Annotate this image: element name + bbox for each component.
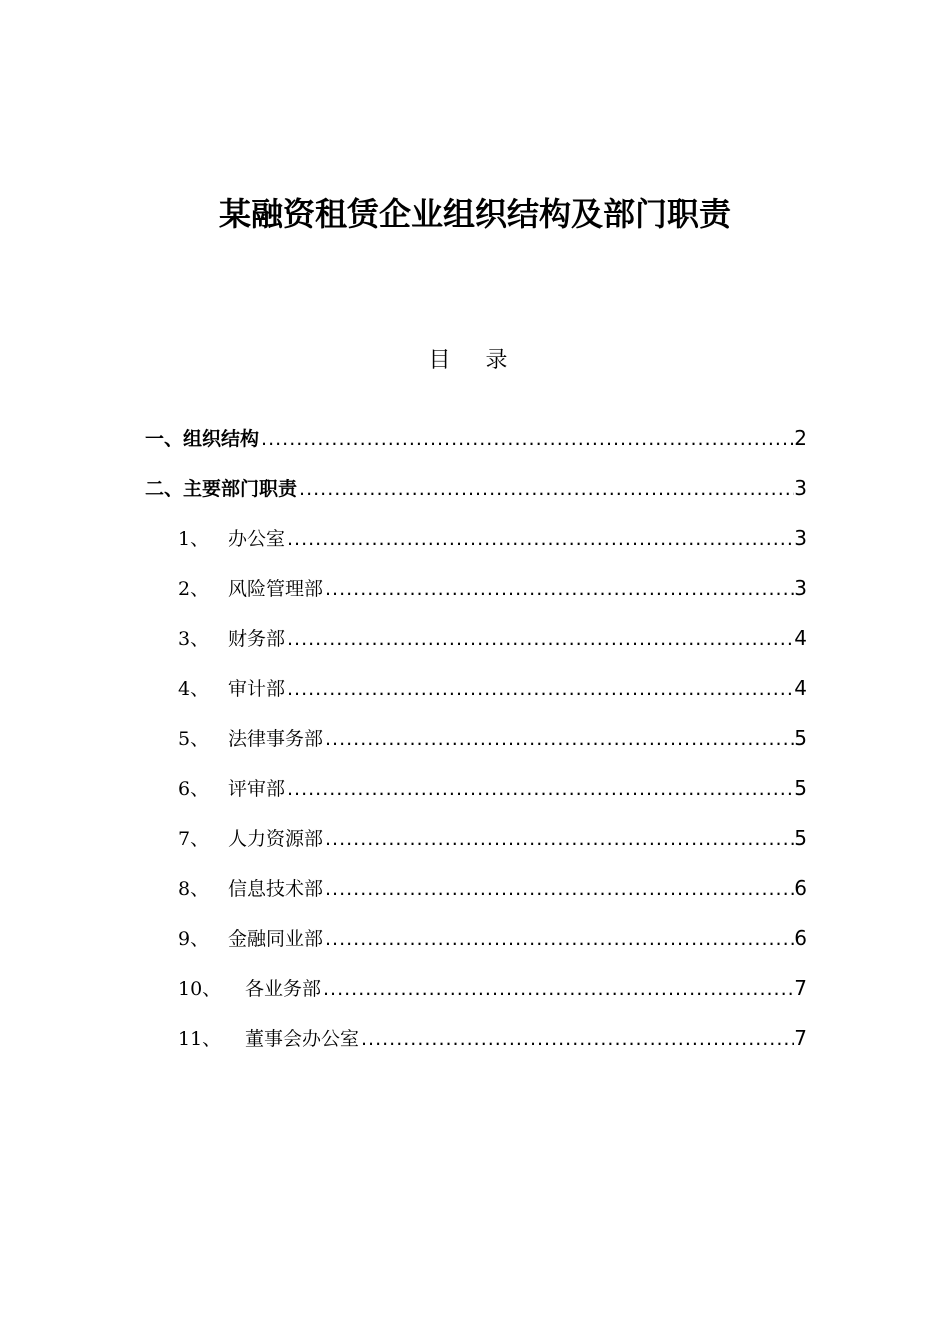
toc-subentry-board-office[interactable]	[145, 1020, 807, 1070]
toc-entry-number: 3、	[178, 628, 210, 650]
toc-entry-number: 11、	[178, 1028, 222, 1050]
toc-entry-number: 二、	[145, 478, 184, 500]
toc-dot-leader	[321, 971, 794, 1007]
toc-entry-number: 10、	[178, 978, 222, 1000]
toc-entry-title: 风险管理部	[228, 578, 324, 600]
toc-page-number: 6	[794, 876, 807, 900]
toc-page-number: 4	[794, 626, 807, 650]
toc-page-number: 6	[794, 926, 807, 950]
toc-entry-number: 8、	[178, 878, 210, 900]
toc-entry-number: 6、	[178, 778, 210, 800]
toc-entry-title: 组织结构	[183, 428, 260, 450]
toc-entry-title: 金融同业部	[228, 928, 324, 950]
toc-entry-title: 财务部	[228, 628, 286, 650]
toc-entry-organization[interactable]	[145, 420, 807, 470]
toc-entry-number: 1、	[178, 528, 210, 550]
toc-subentry-human-resources[interactable]	[145, 820, 807, 870]
toc-subentry-review[interactable]	[145, 770, 807, 820]
toc-page-number: 7	[794, 1026, 807, 1050]
toc-dot-leader	[285, 521, 794, 557]
toc-page-number: 5	[794, 726, 807, 750]
toc-subentry-risk-management[interactable]	[145, 570, 807, 620]
toc-subentry-audit[interactable]	[145, 670, 807, 720]
toc-entry-number: 4、	[178, 678, 210, 700]
toc-entry-title: 信息技术部	[228, 878, 324, 900]
toc-subentry-information-technology[interactable]	[145, 870, 807, 920]
toc-subentry-interbank-finance[interactable]	[145, 920, 807, 970]
toc-page-number: 7	[794, 976, 807, 1000]
toc-dot-leader	[323, 571, 794, 607]
toc-page-number: 5	[794, 776, 807, 800]
toc-dot-leader	[323, 821, 794, 857]
toc-entry-title: 人力资源部	[228, 828, 324, 850]
toc-entry-title: 评审部	[228, 778, 286, 800]
toc-page-number: 5	[794, 826, 807, 850]
toc-dot-leader	[259, 421, 794, 457]
toc-entry-title: 董事会办公室	[245, 1028, 360, 1050]
toc-entry-title: 审计部	[228, 678, 286, 700]
toc-subentry-business-departments[interactable]	[145, 970, 807, 1020]
toc-subentry-office[interactable]	[145, 520, 807, 570]
toc-dot-leader	[359, 1021, 794, 1057]
toc-entry-title: 各业务部	[245, 978, 322, 1000]
toc-heading	[0, 345, 950, 377]
toc-page-number: 2	[794, 426, 807, 450]
document-title: 某融资租赁企业组织结构及部门职责	[218, 195, 731, 233]
toc-subentry-legal-affairs[interactable]	[145, 720, 807, 770]
toc-dot-leader	[297, 471, 794, 507]
toc-entry-number: 5、	[178, 728, 210, 750]
toc-entry-number: 一、	[145, 428, 184, 450]
toc-entry-title: 主要部门职责	[183, 478, 298, 500]
toc-entry-number: 2、	[178, 578, 210, 600]
toc-entry-number: 9、	[178, 928, 210, 950]
toc-entry-department-duties[interactable]	[145, 470, 807, 520]
toc-entry-number: 7、	[178, 828, 210, 850]
toc-page-number: 3	[794, 576, 807, 600]
toc-dot-leader	[323, 871, 794, 907]
toc-entry-title: 法律事务部	[228, 728, 324, 750]
toc-subentry-finance[interactable]	[145, 620, 807, 670]
table-of-contents	[145, 420, 807, 1070]
toc-dot-leader	[323, 921, 794, 957]
toc-dot-leader	[285, 771, 794, 807]
toc-page-number: 3	[794, 476, 807, 500]
toc-heading-text: 目 录	[428, 348, 522, 373]
toc-entry-title: 办公室	[228, 528, 286, 550]
toc-dot-leader	[285, 621, 794, 657]
toc-page-number: 4	[794, 676, 807, 700]
toc-page-number: 3	[794, 526, 807, 550]
toc-dot-leader	[285, 671, 794, 707]
toc-dot-leader	[323, 721, 794, 757]
